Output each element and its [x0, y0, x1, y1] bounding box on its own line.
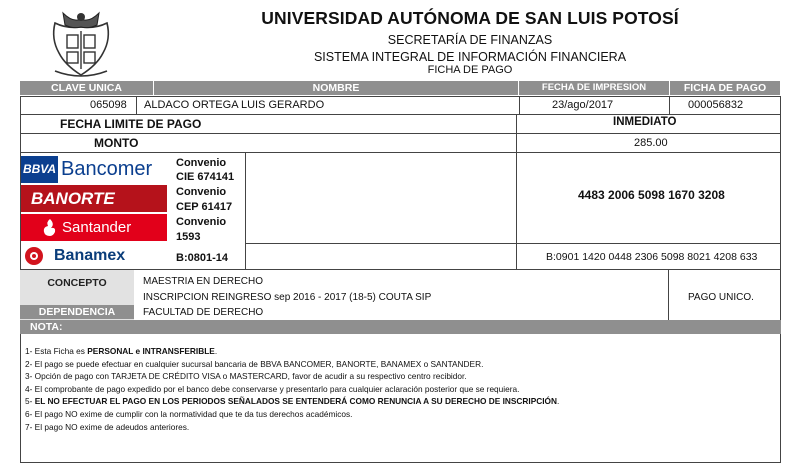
santander-logo	[21, 214, 167, 241]
dependencia-label: DEPENDENCIA	[20, 305, 134, 319]
banamex-reference-value: B:0901 1420 0448 2306 5098 8021 4208 633	[546, 251, 758, 263]
secretaria-title: SECRETARÍA DE FINANZAS	[387, 33, 553, 47]
clave-value: 065098	[90, 99, 127, 111]
bancomer-convenio-value: CIE 674141	[176, 171, 235, 183]
santander-convenio-label: Convenio	[176, 216, 227, 228]
concepto-line2: INSCRIPCION REINGRESO sep 2016 - 2017 (18-5) COUTA SIP	[143, 292, 432, 303]
note-item: 3- Opción de pago con TARJETA DE CRÉDITO VISA o MASTERCARD, favor de acudir a su respectivo centro recibidor.	[25, 371, 467, 382]
santander-convenio-value: 1593	[176, 231, 201, 243]
santander-flame-icon	[43, 219, 57, 236]
note-item: 2- El pago se puede efectuar en cualquier sucursal bancaria de BBVA BANCOMER, BANORTE, BANAMEX o SANTANDER.	[25, 358, 484, 369]
concepto-line1: MAESTRIA EN DERECHO	[143, 276, 264, 287]
bancomer-logo	[21, 156, 167, 183]
note-item: 1- Esta Ficha es PERSONAL e INTRANSFERIBLE.	[25, 346, 218, 356]
monto-label: MONTO	[94, 136, 139, 150]
banamex-ref-value: B:0801-14	[176, 252, 228, 264]
fecha-limite-label: FECHA LIMITE DE PAGO	[60, 117, 202, 131]
bancomer-convenio-label: Convenio	[176, 157, 227, 169]
fecha-limite-value: INMEDIATO	[613, 116, 677, 128]
concepto-label: CONCEPTO	[47, 277, 107, 289]
fecha-impresion-header: FECHA DE IMPRESION	[519, 81, 669, 95]
santander-logo-text: Santander	[62, 219, 132, 236]
bbva-logo-text: BBVA	[21, 156, 58, 183]
banorte-logo	[21, 185, 167, 212]
clave-header: CLAVE UNICA	[20, 81, 153, 95]
banorte-convenio-label: Convenio	[176, 186, 227, 198]
pago-tipo-value: PAGO UNICO.	[688, 292, 754, 303]
nota-label: NOTA:	[20, 320, 781, 334]
monto-value: 285.00	[634, 137, 668, 149]
ficha-title: FICHA DE PAGO	[427, 64, 513, 76]
note-item: 4- El comprobante de pago expedido por el banco debe conservarse y presentarlo para cualquier aclaración posterior que se requiera.	[25, 383, 520, 394]
ficha-pago-header: FICHA DE PAGO	[670, 81, 780, 95]
nombre-header: NOMBRE	[154, 81, 518, 95]
banorte-logo-text: BANORTE	[31, 189, 115, 208]
banamex-logo	[21, 245, 167, 267]
bank-reference-value: 4483 2006 5098 1670 3208	[578, 188, 725, 202]
banamex-logo-text: Banamex	[54, 247, 126, 264]
bancomer-logo-text: Bancomer	[61, 158, 153, 180]
note-item: 6- El pago NO exime de cumplir con la normatividad que te da tus derechos académicos.	[25, 408, 353, 419]
banamex-logo-icon	[21, 246, 47, 266]
nombre-value: ALDACO ORTEGA LUIS GERARDO	[144, 99, 325, 111]
dependencia-value: FACULTAD DE DERECHO	[143, 307, 264, 318]
university-title: UNIVERSIDAD AUTÓNOMA DE SAN LUIS POTOSÍ	[261, 8, 679, 28]
note-item: 7- El pago NO exime de adeudos anteriores.	[25, 421, 190, 432]
notes-list	[25, 345, 785, 433]
ficha-pago-value: 000056832	[688, 99, 744, 111]
sistema-title: SISTEMA INTEGRAL DE INFORMACIÓN FINANCIERA	[313, 50, 627, 64]
banorte-convenio-value: CEP 61417	[176, 201, 233, 213]
fecha-impresion-value: 23/ago/2017	[552, 99, 614, 111]
university-seal-icon	[49, 9, 113, 79]
note-item: 5- EL NO EFECTUAR EL PAGO EN LOS PERIODOS SEÑALADOS SE ENTENDERÁ COMO RENUNCIA A SU DERECHO DE INSCRIPCIÓN.	[25, 396, 560, 407]
